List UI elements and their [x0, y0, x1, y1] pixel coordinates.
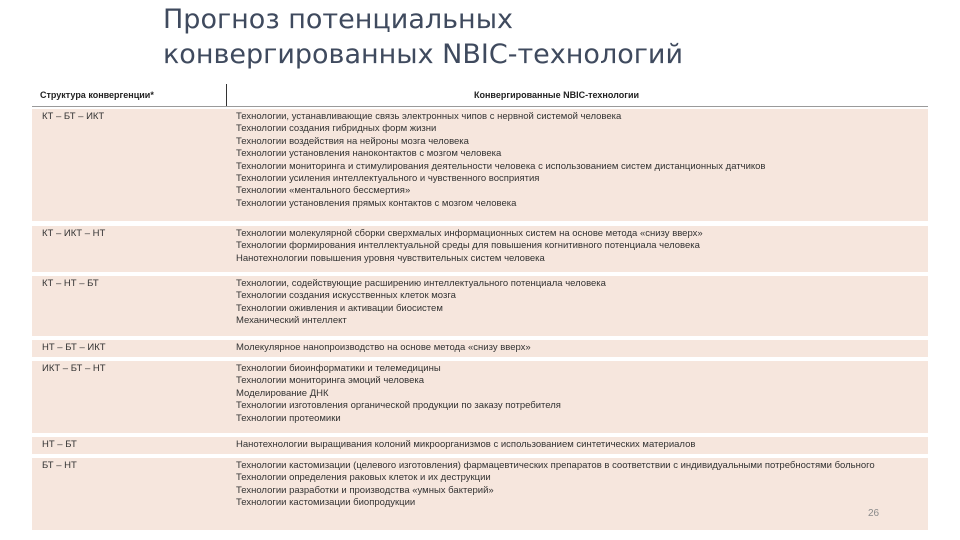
technology-item: Технологии создания искусственных клеток мозга [236, 290, 456, 302]
technology-item: Технологии разработки и производства «умных бактерий» [236, 484, 494, 496]
header-divider [226, 84, 227, 106]
row-structure: БТ – НТ [42, 460, 77, 471]
technology-item: Технологии молекулярной сборки сверхмалых информационных систем на основе метода «снизу вверх» [236, 228, 703, 239]
row-technologies [236, 111, 922, 210]
technology-item: Технологии изготовления органической продукции по заказу потребителя [236, 400, 561, 412]
table-row [32, 361, 928, 433]
row-structure: НТ – БТ [42, 439, 77, 450]
technology-item: Технологии биоинформатики и телемедицины [236, 363, 441, 374]
table-row [32, 276, 928, 336]
row-technologies [236, 363, 922, 425]
row-technologies [236, 342, 922, 354]
technology-item: Нанотехнологии выращивания колоний микроорганизмов с использованием синтетических материалов [236, 439, 696, 450]
slide-title-line-1: Прогноз потенциальных [163, 4, 514, 35]
technology-item: Технологии «ментального бессмертия» [236, 185, 411, 197]
technology-item: Технологии установления прямых контактов с мозгом человека [236, 197, 517, 209]
technology-item: Моделирование ДНК [236, 387, 329, 399]
technology-item: Технологии создания гибридных форм жизни [236, 123, 437, 135]
table-row [32, 340, 928, 357]
table-row [32, 458, 928, 530]
header-structure: Структура конвергенции* [40, 90, 154, 100]
row-technologies [236, 460, 922, 510]
technology-item: Технологии определения раковых клеток и их деструкции [236, 472, 491, 484]
table-row [32, 109, 928, 221]
row-technologies [236, 278, 922, 328]
row-technologies [236, 439, 922, 451]
technology-item: Технологии усиления интеллектуального и чувственного восприятия [236, 173, 540, 185]
technology-item: Технологии мониторинга эмоций человека [236, 375, 425, 387]
technology-item: Технологии установления наноконтактов с мозгом человека [236, 148, 502, 160]
table-row [32, 437, 928, 454]
slide-title [163, 2, 943, 72]
header-technologies: Конвергированные NBIC-технологии [474, 90, 640, 100]
technology-item: Молекулярное нанопроизводство на основе метода «снизу вверх» [236, 342, 531, 353]
convergence-table [32, 84, 928, 530]
row-structure: КТ – ИКТ – НТ [42, 228, 106, 239]
technology-item: Нанотехнологии повышения уровня чувствительных систем человека [236, 252, 545, 264]
technology-item: Технологии воздействия на нейроны мозга человека [236, 135, 469, 147]
technology-item: Технологии оживления и активации биосистем [236, 302, 443, 314]
technology-item: Технологии, устанавливающие связь электронных чипов с нервной системой человека [236, 111, 622, 122]
technology-item: Технологии протеомики [236, 412, 341, 424]
row-structure: КТ – БТ – ИКТ [42, 111, 105, 122]
row-structure: КТ – НТ – БТ [42, 278, 99, 289]
table-header [32, 84, 928, 107]
technology-item: Технологии мониторинга и стимулирования деятельности человека с использованием систем дистанционных датчиков [236, 160, 766, 172]
technology-item: Технологии кастомизации биопродукции [236, 497, 416, 509]
page-number: 26 [868, 508, 880, 519]
table-row [32, 226, 928, 272]
technology-item: Технологии кастомизации (целевого изготовления) фармацевтических препаратов в соответствии с индивидуальными потребностями больного [236, 460, 875, 471]
technology-item: Технологии формирования интеллектуальной среды для повышения когнитивного потенциала человека [236, 240, 700, 252]
technology-item: Технологии, содействующие расширению интеллектуального потенциала человека [236, 278, 606, 289]
technology-item: Механический интеллект [236, 315, 347, 327]
slide-title-line-2: конвергированных NBIC-технологий [163, 39, 684, 70]
row-structure: НТ – БТ – ИКТ [42, 342, 106, 353]
row-technologies [236, 228, 922, 265]
row-structure: ИКТ – БТ – НТ [42, 363, 106, 374]
